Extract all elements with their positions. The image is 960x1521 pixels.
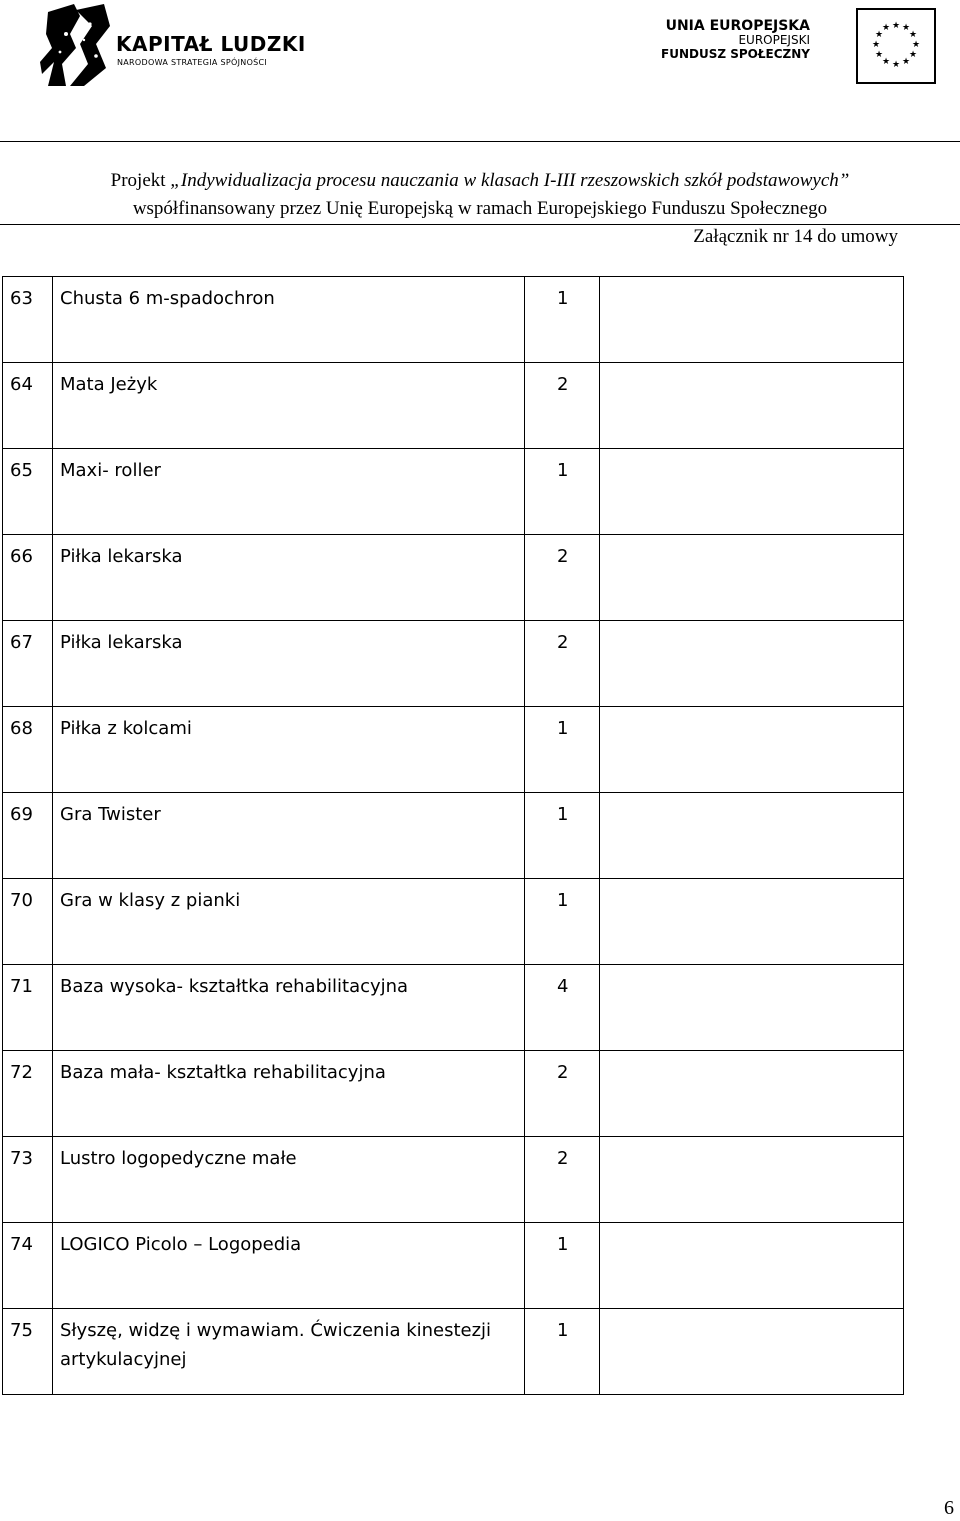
item-quantity: 2 — [557, 546, 569, 567]
empty-cell — [600, 1309, 904, 1395]
item-name: Gra Twister — [60, 804, 161, 825]
svg-text:★: ★ — [891, 21, 901, 31]
svg-text:★: ★ — [881, 57, 891, 67]
table-row — [3, 1309, 904, 1395]
eu-logo — [655, 4, 940, 84]
item-name: Baza wysoka- kształtka rehabilitacyjna — [60, 976, 409, 997]
quantity-cell — [525, 1309, 600, 1395]
item-quantity: 2 — [557, 374, 569, 395]
table-row — [3, 621, 904, 707]
cofinanced-line: współfinansowany przez Unię Europejską w ramach Europejskiego Funduszu Społecznego — [132, 198, 828, 219]
item-name-cell — [53, 535, 525, 621]
table-row — [3, 707, 904, 793]
empty-cell — [600, 449, 904, 535]
page-number: 6 — [944, 1497, 954, 1519]
item-name-cell — [53, 1137, 525, 1223]
item-quantity: 4 — [557, 976, 569, 997]
project-title — [0, 170, 960, 192]
svg-text:★: ★ — [871, 40, 881, 50]
item-name-cell — [53, 707, 525, 793]
item-name: Piłka lekarska — [60, 632, 183, 653]
eu-logo-line2: EUROPEJSKI — [738, 33, 810, 48]
svg-text:★: ★ — [908, 50, 918, 60]
empty-cell — [600, 535, 904, 621]
quantity-cell — [525, 1051, 600, 1137]
quantity-cell — [525, 965, 600, 1051]
row-number: 75 — [10, 1320, 33, 1341]
header-divider — [0, 141, 960, 142]
item-quantity: 1 — [557, 718, 569, 739]
item-quantity: 1 — [557, 460, 569, 481]
row-number: 68 — [10, 718, 33, 739]
item-name: Mata Jeżyk — [60, 374, 158, 395]
row-number-cell — [3, 1137, 53, 1223]
empty-cell — [600, 621, 904, 707]
item-name: Gra w klasy z pianki — [60, 890, 241, 911]
table-row — [3, 1223, 904, 1309]
item-name: Chusta 6 m-spadochron — [60, 288, 275, 309]
table-row — [3, 879, 904, 965]
eu-logo-line1: UNIA EUROPEJSKA — [665, 18, 810, 34]
row-number-cell — [3, 621, 53, 707]
svg-text:★: ★ — [901, 23, 911, 33]
quantity-cell — [525, 793, 600, 879]
svg-text:★: ★ — [891, 60, 901, 70]
quantity-cell — [525, 621, 600, 707]
row-number-cell — [3, 535, 53, 621]
item-name: Maxi- roller — [60, 460, 161, 481]
svg-text:★: ★ — [908, 30, 918, 40]
item-name: Baza mała- kształtka rehabilitacyjna — [60, 1062, 386, 1083]
eu-logo-text — [661, 18, 810, 62]
kapital-ludzki-logo — [40, 4, 310, 88]
quantity-cell — [525, 707, 600, 793]
eu-logo-line3: FUNDUSZ SPOŁECZNY — [661, 46, 810, 61]
row-number: 66 — [10, 546, 33, 567]
svg-text:★: ★ — [874, 50, 884, 60]
row-number-cell — [3, 277, 53, 363]
table-row — [3, 277, 904, 363]
annex-label: Załącznik nr 14 do umowy — [693, 226, 898, 247]
row-number: 72 — [10, 1062, 33, 1083]
svg-text:★: ★ — [881, 23, 891, 33]
empty-cell — [600, 707, 904, 793]
item-name-cell — [53, 793, 525, 879]
item-name: Słyszę, widzę i wymawiam. Ćwiczenia kinestezji artykulacyjnej — [60, 1320, 492, 1370]
item-quantity: 2 — [557, 1062, 569, 1083]
empty-cell — [600, 1137, 904, 1223]
project-prefix: Projekt — [110, 170, 171, 191]
quantity-cell — [525, 363, 600, 449]
table-row — [3, 1137, 904, 1223]
item-name-cell — [53, 1051, 525, 1137]
quantity-cell — [525, 535, 600, 621]
row-number-cell — [3, 1051, 53, 1137]
svg-text:★: ★ — [874, 30, 884, 40]
item-quantity: 2 — [557, 1148, 569, 1169]
row-number: 64 — [10, 374, 33, 395]
item-name-cell — [53, 449, 525, 535]
table-row — [3, 965, 904, 1051]
quantity-cell — [525, 1223, 600, 1309]
kapital-ludzki-emblem-icon — [40, 4, 112, 88]
table-row — [3, 793, 904, 879]
table-row — [3, 363, 904, 449]
row-number-cell — [3, 449, 53, 535]
empty-cell — [600, 879, 904, 965]
item-name-cell — [53, 879, 525, 965]
item-quantity: 1 — [557, 288, 569, 309]
item-name: LOGICO Picolo – Logopedia — [60, 1234, 302, 1255]
row-number-cell — [3, 707, 53, 793]
row-number-cell — [3, 793, 53, 879]
row-number: 73 — [10, 1148, 33, 1169]
item-name-cell — [53, 1309, 525, 1395]
items-table — [2, 276, 904, 1395]
svg-text:★: ★ — [901, 57, 911, 67]
item-name-cell — [53, 1223, 525, 1309]
eu-flag-icon — [856, 8, 936, 84]
item-name: Piłka z kolcami — [60, 718, 192, 739]
row-number: 69 — [10, 804, 33, 825]
row-number: 70 — [10, 890, 33, 911]
svg-text:★: ★ — [911, 40, 921, 50]
quantity-cell — [525, 879, 600, 965]
item-name-cell — [53, 277, 525, 363]
item-name-cell — [53, 363, 525, 449]
row-number-cell — [3, 1309, 53, 1395]
empty-cell — [600, 1051, 904, 1137]
quantity-cell — [525, 277, 600, 363]
row-number: 67 — [10, 632, 33, 653]
item-name-cell — [53, 965, 525, 1051]
empty-cell — [600, 363, 904, 449]
item-name: Piłka lekarska — [60, 546, 183, 567]
empty-cell — [600, 277, 904, 363]
kapital-ludzki-subtitle: NARODOWA STRATEGIA SPÓJNOŚCI — [117, 58, 268, 67]
item-quantity: 1 — [557, 890, 569, 911]
item-quantity: 2 — [557, 632, 569, 653]
row-number: 71 — [10, 976, 33, 997]
row-number: 74 — [10, 1234, 33, 1255]
empty-cell — [600, 793, 904, 879]
row-number: 63 — [10, 288, 33, 309]
item-quantity: 1 — [557, 1320, 569, 1341]
table-row — [3, 1051, 904, 1137]
quantity-cell — [525, 1137, 600, 1223]
eu-stars-icon — [858, 10, 934, 82]
item-quantity: 1 — [557, 1234, 569, 1255]
kapital-ludzki-title: KAPITAŁ LUDZKI — [116, 32, 306, 56]
quantity-cell — [525, 449, 600, 535]
empty-cell — [600, 965, 904, 1051]
table-row — [3, 535, 904, 621]
header-divider-2 — [0, 224, 960, 225]
row-number-cell — [3, 363, 53, 449]
project-name: „Indywidualizacja procesu nauczania w klasach I-III rzeszowskich szkół podstawowych” — [170, 170, 850, 191]
row-number-cell — [3, 965, 53, 1051]
row-number-cell — [3, 879, 53, 965]
row-number-cell — [3, 1223, 53, 1309]
table-row — [3, 449, 904, 535]
item-name-cell — [53, 621, 525, 707]
empty-cell — [600, 1223, 904, 1309]
item-quantity: 1 — [557, 804, 569, 825]
item-name: Lustro logopedyczne małe — [60, 1148, 297, 1169]
row-number: 65 — [10, 460, 33, 481]
